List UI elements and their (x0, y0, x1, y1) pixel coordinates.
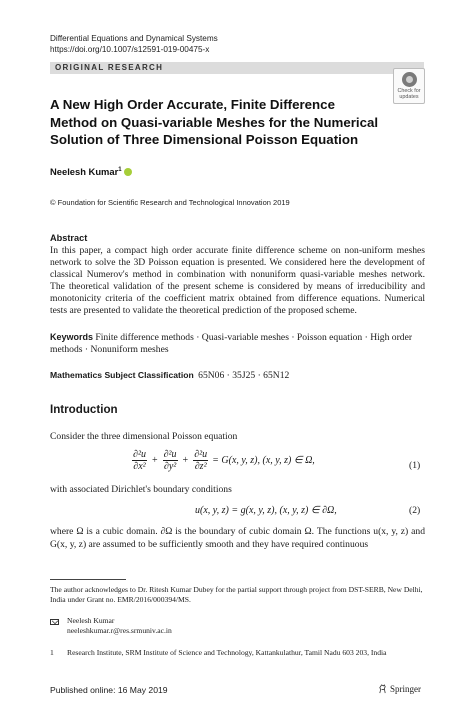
eq1-rhs: = G(x, y, z), (x, y, z) ∈ Ω, (212, 455, 315, 466)
keywords (50, 331, 425, 356)
corresponding-author-name: Neelesh Kumar (67, 616, 115, 625)
corresponding-author-email[interactable]: neeleshkumar.r@res.srmuniv.ac.in (67, 626, 172, 635)
journal-name: Differential Equations and Dynamical Systems (50, 34, 218, 43)
eq1-term-y: $\frac{\text{∂²u}}{\text{∂y²}}$ (163, 449, 177, 472)
mail-icon (50, 619, 59, 625)
author-name[interactable]: Neelesh Kumar (50, 166, 119, 177)
msc-label: Mathematics Subject Classification (50, 370, 194, 380)
equation-1-number: (1) (409, 460, 421, 471)
article-title: A New High Order Accurate, Finite Difference Method on Quasi-variable Meshes for the Numerical Solution of Three Dimensional Poisson Equation (50, 97, 379, 147)
eq1-term-x: $\frac{\text{∂²u}}{\text{∂x²}}$ (133, 449, 146, 472)
abstract-text: In this paper, a compact high order accurate finite difference scheme on non-uniform meshes network to solve the 3D Poisson equation is presented. We considered here the development of classical Numerov's method in combination with nonuniform quasi-variable meshes network. The theoretical validation of the present scheme is considered by means of irreducibility and monotonicity criteria of the coefficient matrix obtained from difference equations. Numerical tests are presented to validate the theoretical prediction of the proposed scheme. (50, 245, 425, 317)
corresponding-author (67, 616, 172, 636)
intro-paragraph-1: Consider the three dimensional Poisson equation (50, 431, 238, 442)
copyright: © Foundation for Scientific Research and Technological Innovation 2019 (50, 198, 290, 207)
intro-paragraph-3: where Ω is a cubic domain. ∂Ω is the boundary of cubic domain Ω. The functions u(x, y, z) and G(x, y, z) are assumed to be sufficiently smooth and they have required continuous (50, 526, 425, 550)
published-date: Published online: 16 May 2019 (50, 685, 168, 695)
publisher-name: Springer (390, 684, 421, 694)
msc-classification (50, 370, 425, 381)
section-bar (50, 62, 424, 74)
footnote-divider (50, 579, 126, 580)
equation-2: u(x, y, z) = g(x, y, z), (x, y, z) ∈ ∂Ω, (195, 505, 337, 516)
equation-2-number: (2) (409, 505, 421, 516)
orcid-icon[interactable] (124, 168, 132, 176)
author-affiliation-mark: 1 (118, 167, 122, 173)
badge-line-1: Check for (397, 88, 421, 94)
author-line (50, 166, 132, 177)
affiliation-number: 1 (50, 648, 54, 657)
keywords-label: Keywords (50, 332, 94, 342)
keywords-text: Finite difference methods · Quasi-variable meshes · Poisson equation · High order methods · Nonuniform meshes (50, 332, 413, 356)
check-for-updates-badge[interactable] (393, 68, 425, 104)
journal-header (50, 33, 218, 55)
intro-paragraph-2: with associated Dirichlet's boundary conditions (50, 484, 232, 495)
introduction-heading: Introduction (50, 403, 118, 416)
check-for-updates-icon (402, 72, 417, 87)
section-label: ORIGINAL RESEARCH (55, 63, 164, 72)
affiliation: Research Institute, SRM Institute of Science and Technology, Kattankulathur, Tamil Nadu 603 203, India (67, 648, 387, 657)
doi-link[interactable]: https://doi.org/10.1007/s12591-019-00475-x (50, 45, 210, 54)
msc-codes: 65N06 · 35J25 · 65N12 (198, 370, 290, 381)
badge-line-2: updates (399, 94, 419, 100)
acknowledgement-footnote: The author acknowledges to Dr. Ritesh Kumar Dubey for the partial support through project from DST-SERB, New Delhi, India under Grant no. EMR/2016/000394/MS. (50, 585, 423, 604)
publisher-logo[interactable] (378, 684, 421, 694)
eq1-term-z: $\frac{\text{∂²u}}{\text{∂z²}}$ (194, 449, 208, 472)
abstract-heading: Abstract (50, 233, 88, 243)
springer-horse-icon (378, 684, 387, 694)
equation-1: $\frac{\text{∂²u}}{\text{∂x²}}$ + $\frac{\text{∂²u}}{\text{∂y²}}$ + $\frac{\text{∂²u}}{\text{∂z²}}$ = G(x, y, z), (x, y, z) ∈ Ω, (133, 449, 315, 472)
